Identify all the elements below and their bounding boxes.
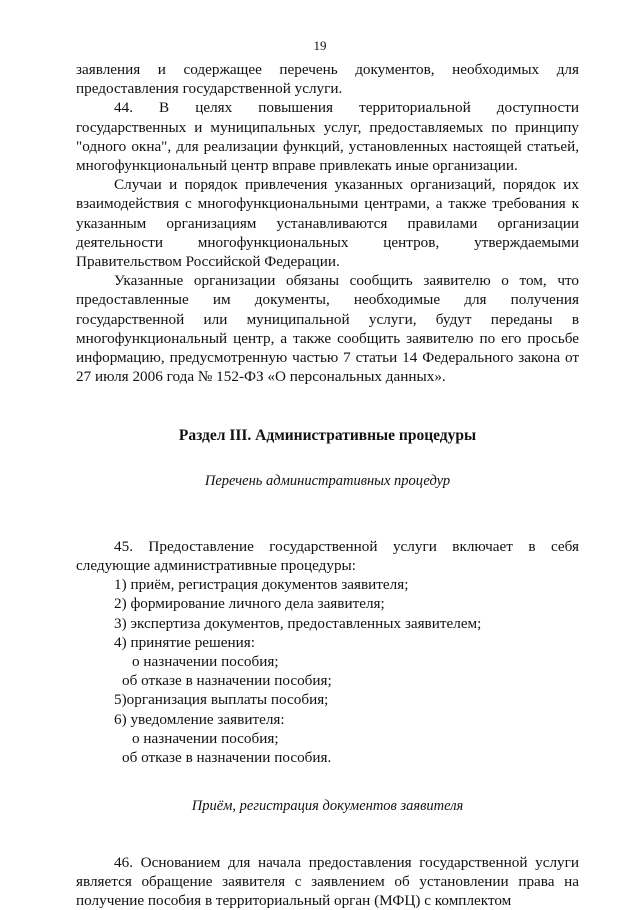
list-item: о назначении пособия; <box>76 652 579 671</box>
paragraph: Указанные организации обязаны сообщить заявителю о том, что предоставленные им документы, необходимые для получения государственной или муниципальной услуги, будут переданы в многофункциональный центр, а также сообщить заявителю по его просьбе информацию, предусмотренную частью 7 статьи 14 Федерального закона от 27 июля 2006 года № 152-ФЗ «О персональных данных». <box>76 271 579 386</box>
paragraph: заявления и содержащее перечень документов, необходимых для предоставления государственной услуги. <box>76 60 579 98</box>
paragraph: 44. В целях повышения территориальной доступности государственных и муниципальных услуг, предоставляемых по принципу "одного окна", для реализации функций, установленных настоящей статьей, многофункциональный центр вправе привлекать иные организации. <box>76 98 579 175</box>
list-item: об отказе в назначении пособия; <box>76 671 579 690</box>
subsection-title-procedures-list: Перечень административных процедур <box>76 472 579 491</box>
paragraph-46: 46. Основанием для начала предоставления государственной услуги является обращение заявителя с заявлением об установлении права на получение пособия в территориальный орган (МФЦ) с комплектом <box>76 853 579 910</box>
list-item: 4) принятие решения: <box>76 633 579 652</box>
list-item: 6) уведомление заявителя: <box>76 710 579 729</box>
list-item: 3) экспертиза документов, предоставленных заявителем; <box>76 614 579 633</box>
subsection-wrap <box>76 797 579 816</box>
list-item: 5)организация выплаты пособия; <box>76 690 579 709</box>
list-item: об отказе в назначении пособия. <box>76 748 579 767</box>
section-title: Раздел III. Административные процедуры <box>76 426 579 445</box>
spacer <box>76 491 579 537</box>
page-content <box>76 60 579 910</box>
page-number: 19 <box>0 38 640 54</box>
paragraph-45: 45. Предоставление государственной услуги включает в себя следующие административные процедуры: <box>76 537 579 575</box>
paragraph: Случаи и порядок привлечения указанных организаций, порядок их взаимодействия с многофункциональными центрами, а также требования к указанным организациям устанавливаются правилами организации деятельности многофункциональных центров, утверждаемыми Правительством Российской Федерации. <box>76 175 579 271</box>
procedures-list <box>76 575 579 767</box>
list-item: 2) формирование личного дела заявителя; <box>76 594 579 613</box>
top-paragraphs <box>76 60 579 386</box>
list-item: о назначении пособия; <box>76 729 579 748</box>
list-item: 1) приём, регистрация документов заявителя; <box>76 575 579 594</box>
subsection-title-reception: Приём, регистрация документов заявителя <box>76 797 579 816</box>
